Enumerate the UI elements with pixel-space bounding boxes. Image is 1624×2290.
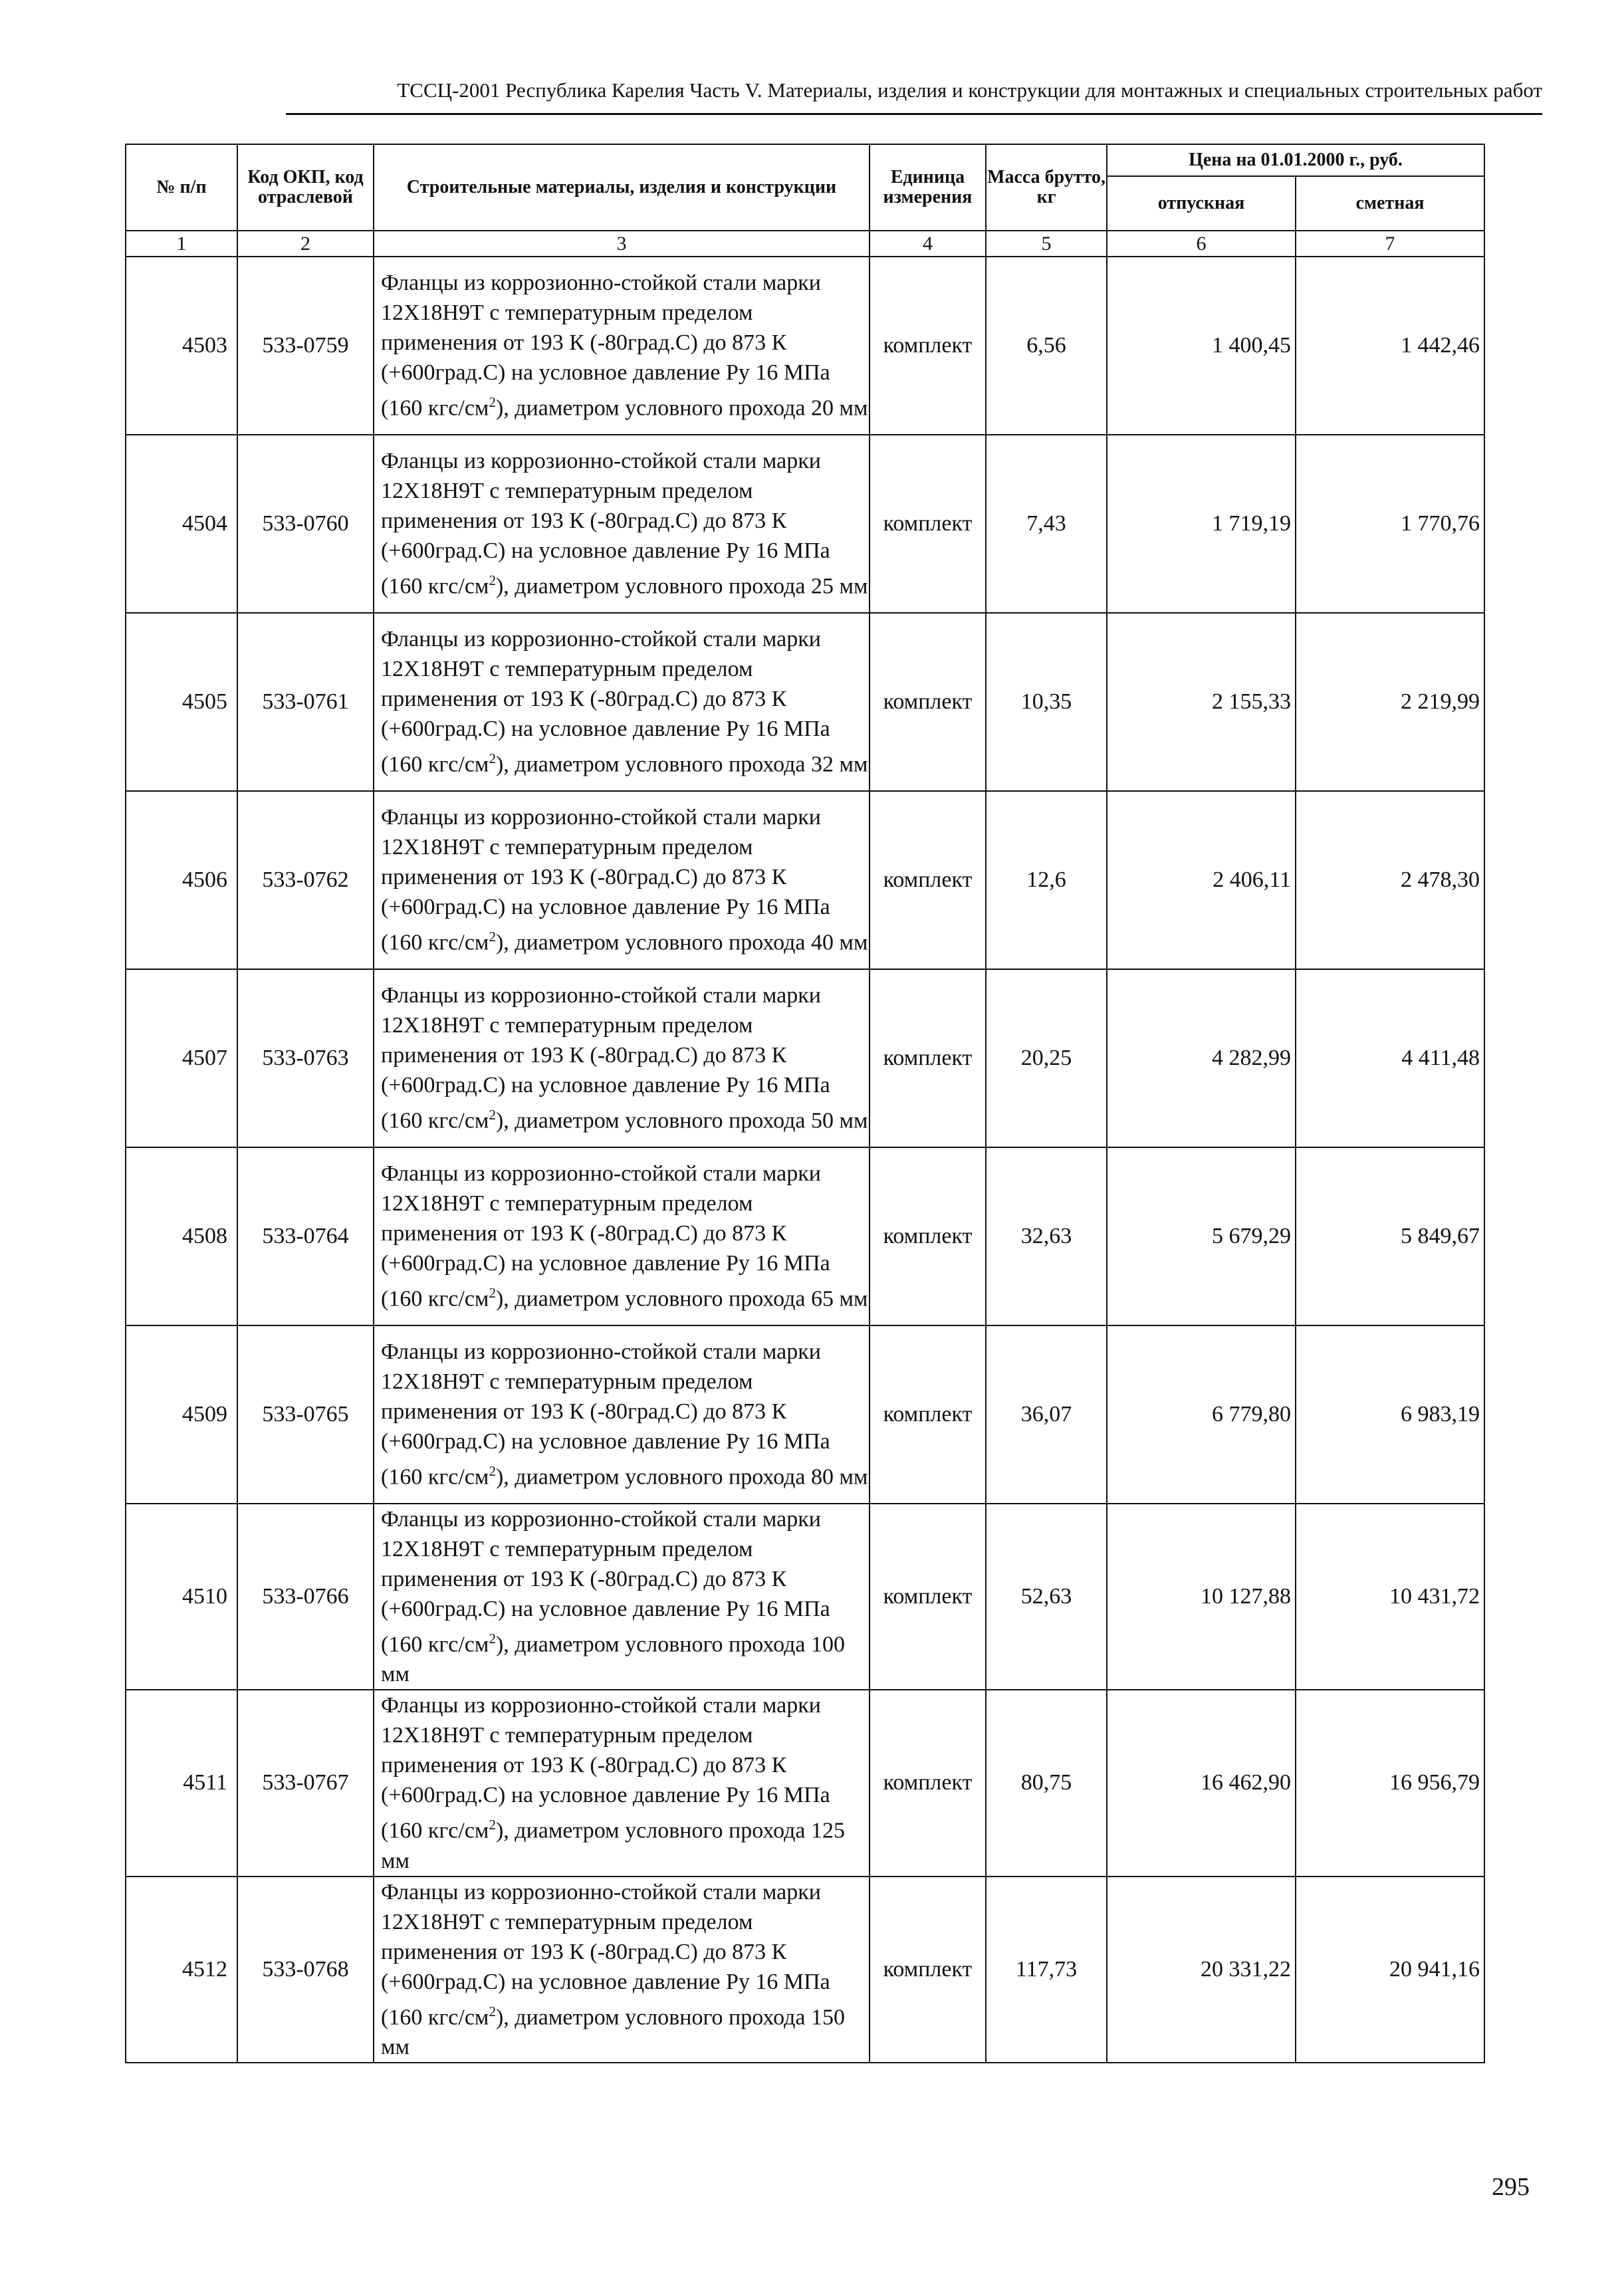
gross-mass: 36,07 <box>986 1325 1107 1504</box>
unit-of-measure: комплект <box>870 1325 986 1504</box>
unit-of-measure: комплект <box>870 435 986 613</box>
okp-code: 533-0762 <box>237 791 374 969</box>
price-release: 16 462,90 <box>1107 1690 1296 1876</box>
row-number: 4511 <box>126 1690 237 1876</box>
column-number: 7 <box>1296 231 1484 257</box>
description-superscript: 2 <box>489 1631 496 1647</box>
material-description <box>374 1325 870 1504</box>
gross-mass: 80,75 <box>986 1690 1107 1876</box>
description-text: Фланцы из коррозионно-стойкой стали марки 12Х18Н9Т с температурным пределом применения от 193 К (-80град.С) до 873 К (+600град.С) на условное давление Ру 16 МПа (160 кгс/см <box>381 1507 830 1657</box>
unit-of-measure: комплект <box>870 791 986 969</box>
description-text-end: ), диаметром условного прохода 125 мм <box>381 1818 846 1873</box>
column-number: 3 <box>374 231 870 257</box>
description-text: Фланцы из коррозионно-стойкой стали марки 12Х18Н9Т с температурным пределом применения от 193 К (-80град.С) до 873 К (+600град.С) на условное давление Ру 16 МПа (160 кгс/см <box>381 1693 830 1843</box>
price-release: 4 282,99 <box>1107 969 1296 1147</box>
material-description <box>374 613 870 791</box>
col-header-price-release: отпускная <box>1107 176 1296 231</box>
price-release: 20 331,22 <box>1107 1877 1296 2063</box>
row-number: 4509 <box>126 1325 237 1504</box>
okp-code: 533-0760 <box>237 435 374 613</box>
price-table <box>125 144 1485 2063</box>
column-number: 4 <box>870 231 986 257</box>
description-text: Фланцы из коррозионно-стойкой стали марки 12Х18Н9Т с температурным пределом применения от 193 К (-80град.С) до 873 К (+600град.С) на условное давление Ру 16 МПа (160 кгс/см <box>381 1161 830 1312</box>
header-rule <box>286 113 1542 115</box>
price-estimate: 4 411,48 <box>1296 969 1484 1147</box>
description-superscript: 2 <box>489 572 496 589</box>
table-row <box>126 257 1484 435</box>
table-row <box>126 435 1484 613</box>
table-row <box>126 791 1484 969</box>
material-description <box>374 1877 870 2063</box>
description-text-end: ), диаметром условного прохода 25 мм <box>495 574 868 599</box>
description-text: Фланцы из коррозионно-стойкой стали марки 12Х18Н9Т с температурным пределом применения от 193 К (-80град.С) до 873 К (+600град.С) на условное давление Ру 16 МПа (160 кгс/см <box>381 271 830 421</box>
material-description <box>374 435 870 613</box>
gross-mass: 32,63 <box>986 1147 1107 1325</box>
table-row <box>126 613 1484 791</box>
unit-of-measure: комплект <box>870 1690 986 1876</box>
okp-code: 533-0768 <box>237 1877 374 2063</box>
price-release: 1 400,45 <box>1107 257 1296 435</box>
okp-code: 533-0761 <box>237 613 374 791</box>
table-row <box>126 1877 1484 2063</box>
description-superscript: 2 <box>489 1463 496 1480</box>
description-text-end: ), диаметром условного прохода 20 мм <box>495 396 868 421</box>
col-header-price-group: Цена на 01.01.2000 г., руб. <box>1107 144 1484 176</box>
description-text: Фланцы из коррозионно-стойкой стали марки 12Х18Н9Т с температурным пределом применения от 193 К (-80град.С) до 873 К (+600град.С) на условное давление Ру 16 МПа (160 кгс/см <box>381 983 830 1133</box>
col-header-mass: Масса брутто, кг <box>986 144 1107 231</box>
material-description <box>374 969 870 1147</box>
gross-mass: 117,73 <box>986 1877 1107 2063</box>
row-number: 4510 <box>126 1504 237 1690</box>
description-superscript: 2 <box>489 929 496 945</box>
description-superscript: 2 <box>489 1107 496 1123</box>
column-number-row <box>126 231 1484 257</box>
price-release: 10 127,88 <box>1107 1504 1296 1690</box>
okp-code: 533-0765 <box>237 1325 374 1504</box>
row-number: 4506 <box>126 791 237 969</box>
description-text-end: ), диаметром условного прохода 150 мм <box>381 2004 846 2059</box>
table-body <box>126 231 1484 2063</box>
okp-code: 533-0764 <box>237 1147 374 1325</box>
table-row <box>126 1504 1484 1690</box>
description-text: Фланцы из коррозионно-стойкой стали марки 12Х18Н9Т с температурным пределом применения от 193 К (-80град.С) до 873 К (+600град.С) на условное давление Ру 16 МПа (160 кгс/см <box>381 1879 830 2029</box>
material-description <box>374 1147 870 1325</box>
description-text: Фланцы из коррозионно-стойкой стали марки 12Х18Н9Т с температурным пределом применения от 193 К (-80град.С) до 873 К (+600град.С) на условное давление Ру 16 МПа (160 кгс/см <box>381 627 830 777</box>
description-superscript: 2 <box>489 750 496 767</box>
row-number: 4507 <box>126 969 237 1147</box>
price-estimate: 20 941,16 <box>1296 1877 1484 2063</box>
price-release: 6 779,80 <box>1107 1325 1296 1504</box>
material-description <box>374 257 870 435</box>
description-superscript: 2 <box>489 1285 496 1302</box>
column-number: 5 <box>986 231 1107 257</box>
price-release: 5 679,29 <box>1107 1147 1296 1325</box>
gross-mass: 52,63 <box>986 1504 1107 1690</box>
unit-of-measure: комплект <box>870 257 986 435</box>
price-estimate: 5 849,67 <box>1296 1147 1484 1325</box>
price-estimate: 10 431,72 <box>1296 1504 1484 1690</box>
gross-mass: 20,25 <box>986 969 1107 1147</box>
price-release: 2 155,33 <box>1107 613 1296 791</box>
description-text-end: ), диаметром условного прохода 40 мм <box>495 930 868 955</box>
description-text: Фланцы из коррозионно-стойкой стали марки 12Х18Н9Т с температурным пределом применения от 193 К (-80град.С) до 873 К (+600град.С) на условное давление Ру 16 МПа (160 кгс/см <box>381 805 830 955</box>
description-superscript: 2 <box>489 1817 496 1833</box>
page-number: 295 <box>1492 2173 1530 2201</box>
material-description <box>374 1690 870 1876</box>
price-estimate: 16 956,79 <box>1296 1690 1484 1876</box>
table-row <box>126 1147 1484 1325</box>
table-row <box>126 1325 1484 1504</box>
row-number: 4505 <box>126 613 237 791</box>
row-number: 4503 <box>126 257 237 435</box>
price-release: 1 719,19 <box>1107 435 1296 613</box>
table-row <box>126 1690 1484 1876</box>
column-number: 2 <box>237 231 374 257</box>
price-estimate: 6 983,19 <box>1296 1325 1484 1504</box>
col-header-code: Код ОКП, код отраслевой <box>237 144 374 231</box>
page-header-title: ТССЦ-2001 Республика Карелия Часть V. Материалы, изделия и конструкции для монтажных и специальных строительных работ <box>397 78 1542 102</box>
description-text-end: ), диаметром условного прохода 32 мм <box>495 752 868 777</box>
gross-mass: 12,6 <box>986 791 1107 969</box>
okp-code: 533-0767 <box>237 1690 374 1876</box>
price-estimate: 2 219,99 <box>1296 613 1484 791</box>
unit-of-measure: комплект <box>870 1147 986 1325</box>
description-text-end: ), диаметром условного прохода 100 мм <box>381 1632 846 1687</box>
row-number: 4504 <box>126 435 237 613</box>
price-release: 2 406,11 <box>1107 791 1296 969</box>
okp-code: 533-0759 <box>237 257 374 435</box>
material-description <box>374 791 870 969</box>
col-header-name: Строительные материалы, изделия и конструкции <box>374 144 870 231</box>
unit-of-measure: комплект <box>870 969 986 1147</box>
description-superscript: 2 <box>489 394 496 411</box>
material-description <box>374 1504 870 1690</box>
price-estimate: 1 442,46 <box>1296 257 1484 435</box>
row-number: 4512 <box>126 1877 237 2063</box>
description-text-end: ), диаметром условного прохода 65 мм <box>495 1286 868 1312</box>
price-estimate: 2 478,30 <box>1296 791 1484 969</box>
gross-mass: 6,56 <box>986 257 1107 435</box>
description-superscript: 2 <box>489 2003 496 2019</box>
description-text-end: ), диаметром условного прохода 50 мм <box>495 1108 868 1133</box>
column-number: 1 <box>126 231 237 257</box>
description-text: Фланцы из коррозионно-стойкой стали марки 12Х18Н9Т с температурным пределом применения от 193 К (-80град.С) до 873 К (+600град.С) на условное давление Ру 16 МПа (160 кгс/см <box>381 449 830 599</box>
unit-of-measure: комплект <box>870 1504 986 1690</box>
column-number: 6 <box>1107 231 1296 257</box>
col-header-unit: Единица измерения <box>870 144 986 231</box>
price-estimate: 1 770,76 <box>1296 435 1484 613</box>
description-text-end: ), диаметром условного прохода 80 мм <box>495 1464 868 1490</box>
unit-of-measure: комплект <box>870 613 986 791</box>
gross-mass: 7,43 <box>986 435 1107 613</box>
table-row <box>126 969 1484 1147</box>
col-header-price-estimate: сметная <box>1296 176 1484 231</box>
gross-mass: 10,35 <box>986 613 1107 791</box>
description-text: Фланцы из коррозионно-стойкой стали марки 12Х18Н9Т с температурным пределом применения от 193 К (-80град.С) до 873 К (+600град.С) на условное давление Ру 16 МПа (160 кгс/см <box>381 1339 830 1490</box>
okp-code: 533-0763 <box>237 969 374 1147</box>
row-number: 4508 <box>126 1147 237 1325</box>
col-header-num: № п/п <box>126 144 237 231</box>
unit-of-measure: комплект <box>870 1877 986 2063</box>
okp-code: 533-0766 <box>237 1504 374 1690</box>
